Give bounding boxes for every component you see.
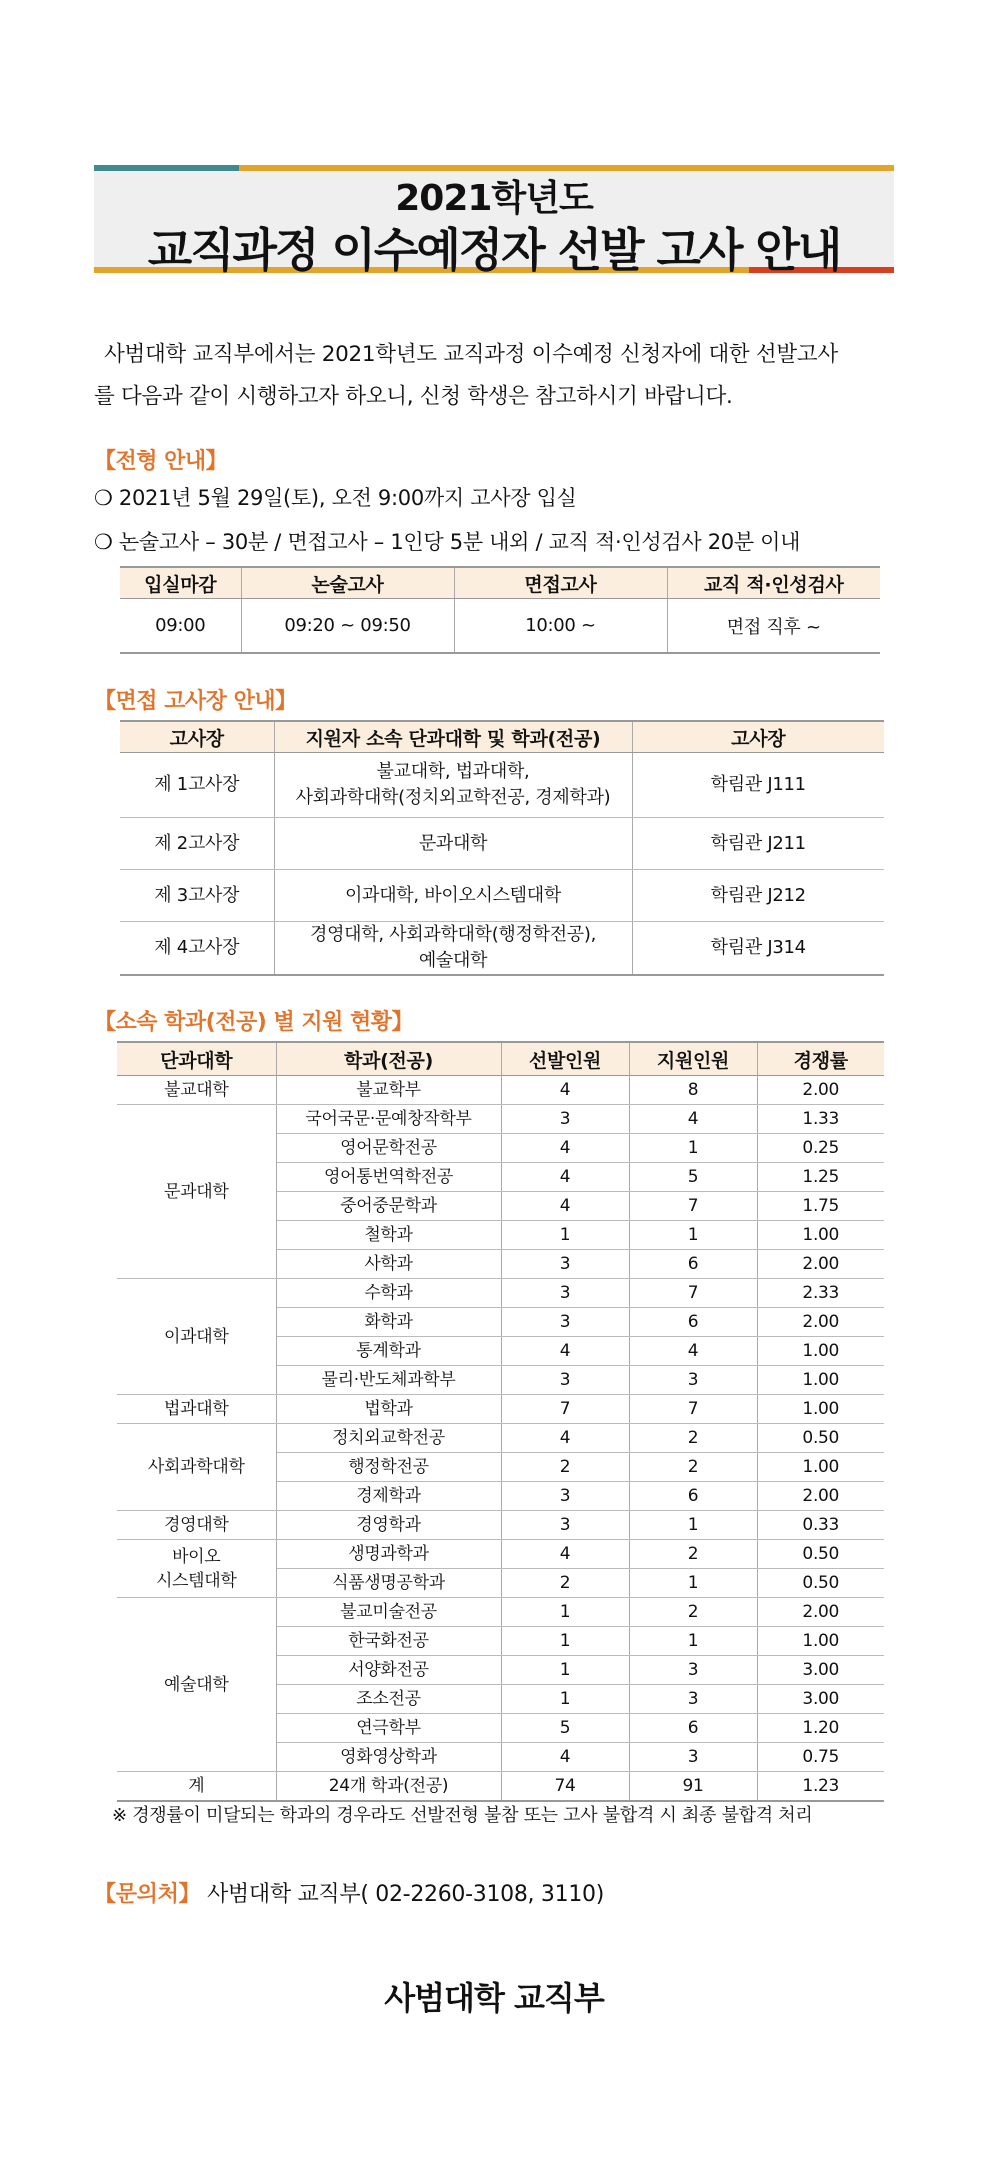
- applicant-count: 7: [629, 1279, 757, 1308]
- table-cell: 10:00 ~: [454, 599, 667, 654]
- table-row: [117, 1395, 884, 1424]
- quota-count: 2: [501, 1569, 629, 1598]
- table-header-cell: 교직 적·인성검사: [667, 567, 880, 599]
- applicant-count: 2: [629, 1453, 757, 1482]
- table-cell: 면접 직후 ~: [667, 599, 880, 654]
- room-departments: 문과대학: [274, 818, 632, 870]
- section-heading-stats: 【소속 학과(전공) 별 지원 현황】: [94, 1010, 414, 1035]
- table-row: [120, 870, 884, 922]
- table-cell: 09:20 ~ 09:50: [241, 599, 454, 654]
- applicant-count: 5: [629, 1163, 757, 1192]
- quota-count: 3: [501, 1511, 629, 1540]
- room-departments: [274, 922, 632, 976]
- room-departments: 이과대학, 바이오시스템대학: [274, 870, 632, 922]
- table-cell: 09:00: [120, 599, 241, 654]
- total-applicants: 91: [629, 1772, 757, 1802]
- dept-name: 중어중문학과: [276, 1192, 501, 1221]
- table-header-cell: 고사장: [632, 721, 884, 753]
- competition-rate: 1.33: [757, 1105, 884, 1134]
- stats-body: [117, 1076, 884, 1802]
- total-row: [117, 1772, 884, 1802]
- competition-rate: 0.50: [757, 1540, 884, 1569]
- dept-name: 영화영상학과: [276, 1743, 501, 1772]
- dept-name: 행정학전공: [276, 1453, 501, 1482]
- total-dept-count: 24개 학과(전공): [276, 1772, 501, 1802]
- contact-text: 사범대학 교직부( 02-2260-3108, 3110): [200, 1882, 604, 1907]
- table-header-row: [117, 1042, 884, 1076]
- footnote: ※ 경쟁률이 미달되는 학과의 경우라도 선발전형 불참 또는 고사 불합격 시 최종 불합격 처리: [112, 1805, 813, 1826]
- table-header-cell: 지원인원: [629, 1042, 757, 1076]
- quota-count: 1: [501, 1598, 629, 1627]
- circle-bullet-icon: ❍: [94, 530, 113, 554]
- table-row: [120, 599, 880, 654]
- room-name: 제 2고사장: [120, 818, 274, 870]
- intro-line: 를 다음과 같이 시행하고자 하오니, 신청 학생은 참고하시기 바랍니다.: [94, 384, 733, 409]
- college-name: 문과대학: [117, 1105, 276, 1279]
- page-title: 교직과정 이수예정자 선발 고사 안내: [147, 223, 841, 277]
- competition-rate: 1.20: [757, 1714, 884, 1743]
- table-row: [117, 1511, 884, 1540]
- competition-rate: 1.00: [757, 1366, 884, 1395]
- contact-info: [94, 1877, 604, 1908]
- table-row: [120, 818, 884, 870]
- applicant-count: 4: [629, 1105, 757, 1134]
- competition-rate: 0.25: [757, 1134, 884, 1163]
- applicant-count: 1: [629, 1134, 757, 1163]
- dept-name: 영어문학전공: [276, 1134, 501, 1163]
- quota-count: 4: [501, 1424, 629, 1453]
- table-row: [117, 1279, 884, 1308]
- dept-name: 경제학과: [276, 1482, 501, 1511]
- bullet-item: [94, 526, 800, 556]
- table-header-cell: 선발인원: [501, 1042, 629, 1076]
- dept-name: 경영학과: [276, 1511, 501, 1540]
- quota-count: 1: [501, 1221, 629, 1250]
- quota-count: 1: [501, 1656, 629, 1685]
- college-name: 불교대학: [117, 1076, 276, 1105]
- competition-rate: 1.00: [757, 1221, 884, 1250]
- dept-name: 정치외교학전공: [276, 1424, 501, 1453]
- competition-rate: 2.00: [757, 1308, 884, 1337]
- applicant-count: 7: [629, 1192, 757, 1221]
- applicant-count: 8: [629, 1076, 757, 1105]
- applicant-count: 6: [629, 1308, 757, 1337]
- dept-name: 화학과: [276, 1308, 501, 1337]
- dept-name: 영어통번역학전공: [276, 1163, 501, 1192]
- quota-count: 4: [501, 1540, 629, 1569]
- table-header-cell: 경쟁률: [757, 1042, 884, 1076]
- quota-count: 3: [501, 1105, 629, 1134]
- quota-count: 5: [501, 1714, 629, 1743]
- rooms-table: [120, 720, 884, 976]
- applicant-count: 6: [629, 1482, 757, 1511]
- footer-signature: 사범대학 교직부: [384, 1979, 604, 2017]
- dept-name: 서양화전공: [276, 1656, 501, 1685]
- applicant-count: 2: [629, 1598, 757, 1627]
- competition-rate: 1.00: [757, 1395, 884, 1424]
- competition-rate: 0.50: [757, 1569, 884, 1598]
- applicant-count: 7: [629, 1395, 757, 1424]
- dept-name: 불교학부: [276, 1076, 501, 1105]
- applicant-stats-table: [117, 1041, 884, 1802]
- dept-name: 사학과: [276, 1250, 501, 1279]
- applicant-count: 1: [629, 1511, 757, 1540]
- competition-rate: 1.00: [757, 1337, 884, 1366]
- circle-bullet-icon: ❍: [94, 486, 113, 510]
- dept-name: 생명과학과: [276, 1540, 501, 1569]
- applicant-count: 3: [629, 1656, 757, 1685]
- dept-name: 불교미술전공: [276, 1598, 501, 1627]
- table-header-row: [120, 567, 880, 599]
- competition-rate: 2.00: [757, 1598, 884, 1627]
- quota-count: 4: [501, 1743, 629, 1772]
- table-row: [117, 1598, 884, 1627]
- competition-rate: 1.75: [757, 1192, 884, 1221]
- applicant-count: 1: [629, 1569, 757, 1598]
- college-name: 법과대학: [117, 1395, 276, 1424]
- college-name: 이과대학: [117, 1279, 276, 1395]
- room-departments: [274, 753, 632, 818]
- schedule-table: [120, 566, 880, 654]
- quota-count: 1: [501, 1685, 629, 1714]
- dept-name: 법학과: [276, 1395, 501, 1424]
- room-place: 학림관 J314: [632, 922, 884, 976]
- applicant-count: 6: [629, 1250, 757, 1279]
- competition-rate: 1.25: [757, 1163, 884, 1192]
- table-header-cell: 학과(전공): [276, 1042, 501, 1076]
- quota-count: 3: [501, 1482, 629, 1511]
- applicant-count: 3: [629, 1366, 757, 1395]
- applicant-count: 6: [629, 1714, 757, 1743]
- room-name: 제 1고사장: [120, 753, 274, 818]
- college-name: 예술대학: [117, 1598, 276, 1772]
- contact-label: 【문의처】: [94, 1882, 201, 1907]
- dept-name: 수학과: [276, 1279, 501, 1308]
- bullet-item: [94, 482, 577, 512]
- room-place: 학림관 J111: [632, 753, 884, 818]
- quota-count: 3: [501, 1250, 629, 1279]
- quota-count: 3: [501, 1279, 629, 1308]
- dept-name: 식품생명공학과: [276, 1569, 501, 1598]
- college-name: 경영대학: [117, 1511, 276, 1540]
- total-quota: 74: [501, 1772, 629, 1802]
- dept-line: 예술대학: [418, 950, 488, 971]
- competition-rate: 2.00: [757, 1482, 884, 1511]
- table-header-cell: 입실마감: [120, 567, 241, 599]
- college-name: 사회과학대학: [117, 1424, 276, 1511]
- quota-count: 2: [501, 1453, 629, 1482]
- dept-line: 경영대학, 사회과학대학(행정학전공),: [309, 924, 597, 945]
- dept-name: 통계학과: [276, 1337, 501, 1366]
- bullet-text: 논술고사 – 30분 / 면접고사 – 1인당 5분 내외 / 교직 적·인성검사 20분 이내: [118, 530, 801, 554]
- table-header-cell: 면접고사: [454, 567, 667, 599]
- total-rate: 1.23: [757, 1772, 884, 1802]
- section-heading-selection: 【전형 안내】: [94, 449, 228, 474]
- table-row: [120, 922, 884, 976]
- quota-count: 4: [501, 1163, 629, 1192]
- applicant-count: 2: [629, 1540, 757, 1569]
- quota-count: 3: [501, 1308, 629, 1337]
- competition-rate: 0.75: [757, 1743, 884, 1772]
- table-header-cell: 단과대학: [117, 1042, 276, 1076]
- applicant-count: 2: [629, 1424, 757, 1453]
- dept-line: 불교대학, 법과대학,: [376, 761, 530, 782]
- room-name: 제 3고사장: [120, 870, 274, 922]
- applicant-count: 3: [629, 1685, 757, 1714]
- section-heading-rooms: 【면접 고사장 안내】: [94, 689, 297, 714]
- competition-rate: 1.00: [757, 1627, 884, 1656]
- dept-name: 연극학부: [276, 1714, 501, 1743]
- total-label: 계: [117, 1772, 276, 1802]
- dept-name: 철학과: [276, 1221, 501, 1250]
- table-header-cell: 고사장: [120, 721, 274, 753]
- bullet-text: 2021년 5월 29일(토), 오전 9:00까지 고사장 입실: [118, 486, 577, 510]
- competition-rate: 3.00: [757, 1685, 884, 1714]
- competition-rate: 0.33: [757, 1511, 884, 1540]
- table-row: [117, 1076, 884, 1105]
- quota-count: 4: [501, 1337, 629, 1366]
- dept-name: 한국화전공: [276, 1627, 501, 1656]
- intro-paragraph: [94, 334, 904, 418]
- quota-count: 7: [501, 1395, 629, 1424]
- intro-line: 사범대학 교직부에서는 2021학년도 교직과정 이수예정 신청자에 대한 선발고사: [104, 342, 838, 367]
- dept-name: 국어국문·문예창작학부: [276, 1105, 501, 1134]
- table-row: [120, 753, 884, 818]
- room-place: 학림관 J212: [632, 870, 884, 922]
- quota-count: 3: [501, 1366, 629, 1395]
- dept-name: 물리·반도체과학부: [276, 1366, 501, 1395]
- college-name: 바이오 시스템대학: [117, 1540, 276, 1598]
- table-header-cell: 논술고사: [241, 567, 454, 599]
- quota-count: 4: [501, 1134, 629, 1163]
- table-header-cell: 지원자 소속 단과대학 및 학과(전공): [274, 721, 632, 753]
- dept-line: 사회과학대학(정치외교학전공, 경제학과): [295, 787, 611, 808]
- table-header-row: [120, 721, 884, 753]
- quota-count: 4: [501, 1192, 629, 1221]
- applicant-count: 1: [629, 1221, 757, 1250]
- competition-rate: 2.33: [757, 1279, 884, 1308]
- room-place: 학림관 J211: [632, 818, 884, 870]
- quota-count: 1: [501, 1627, 629, 1656]
- applicant-count: 4: [629, 1337, 757, 1366]
- room-name: 제 4고사장: [120, 922, 274, 976]
- table-row: [117, 1105, 884, 1134]
- applicant-count: 3: [629, 1743, 757, 1772]
- title-year: 2021학년도: [395, 178, 593, 219]
- applicant-count: 1: [629, 1627, 757, 1656]
- competition-rate: 2.00: [757, 1076, 884, 1105]
- competition-rate: 3.00: [757, 1656, 884, 1685]
- competition-rate: 1.00: [757, 1453, 884, 1482]
- competition-rate: 2.00: [757, 1250, 884, 1279]
- competition-rate: 0.50: [757, 1424, 884, 1453]
- table-row: [117, 1540, 884, 1569]
- dept-name: 조소전공: [276, 1685, 501, 1714]
- quota-count: 4: [501, 1076, 629, 1105]
- table-row: [117, 1424, 884, 1453]
